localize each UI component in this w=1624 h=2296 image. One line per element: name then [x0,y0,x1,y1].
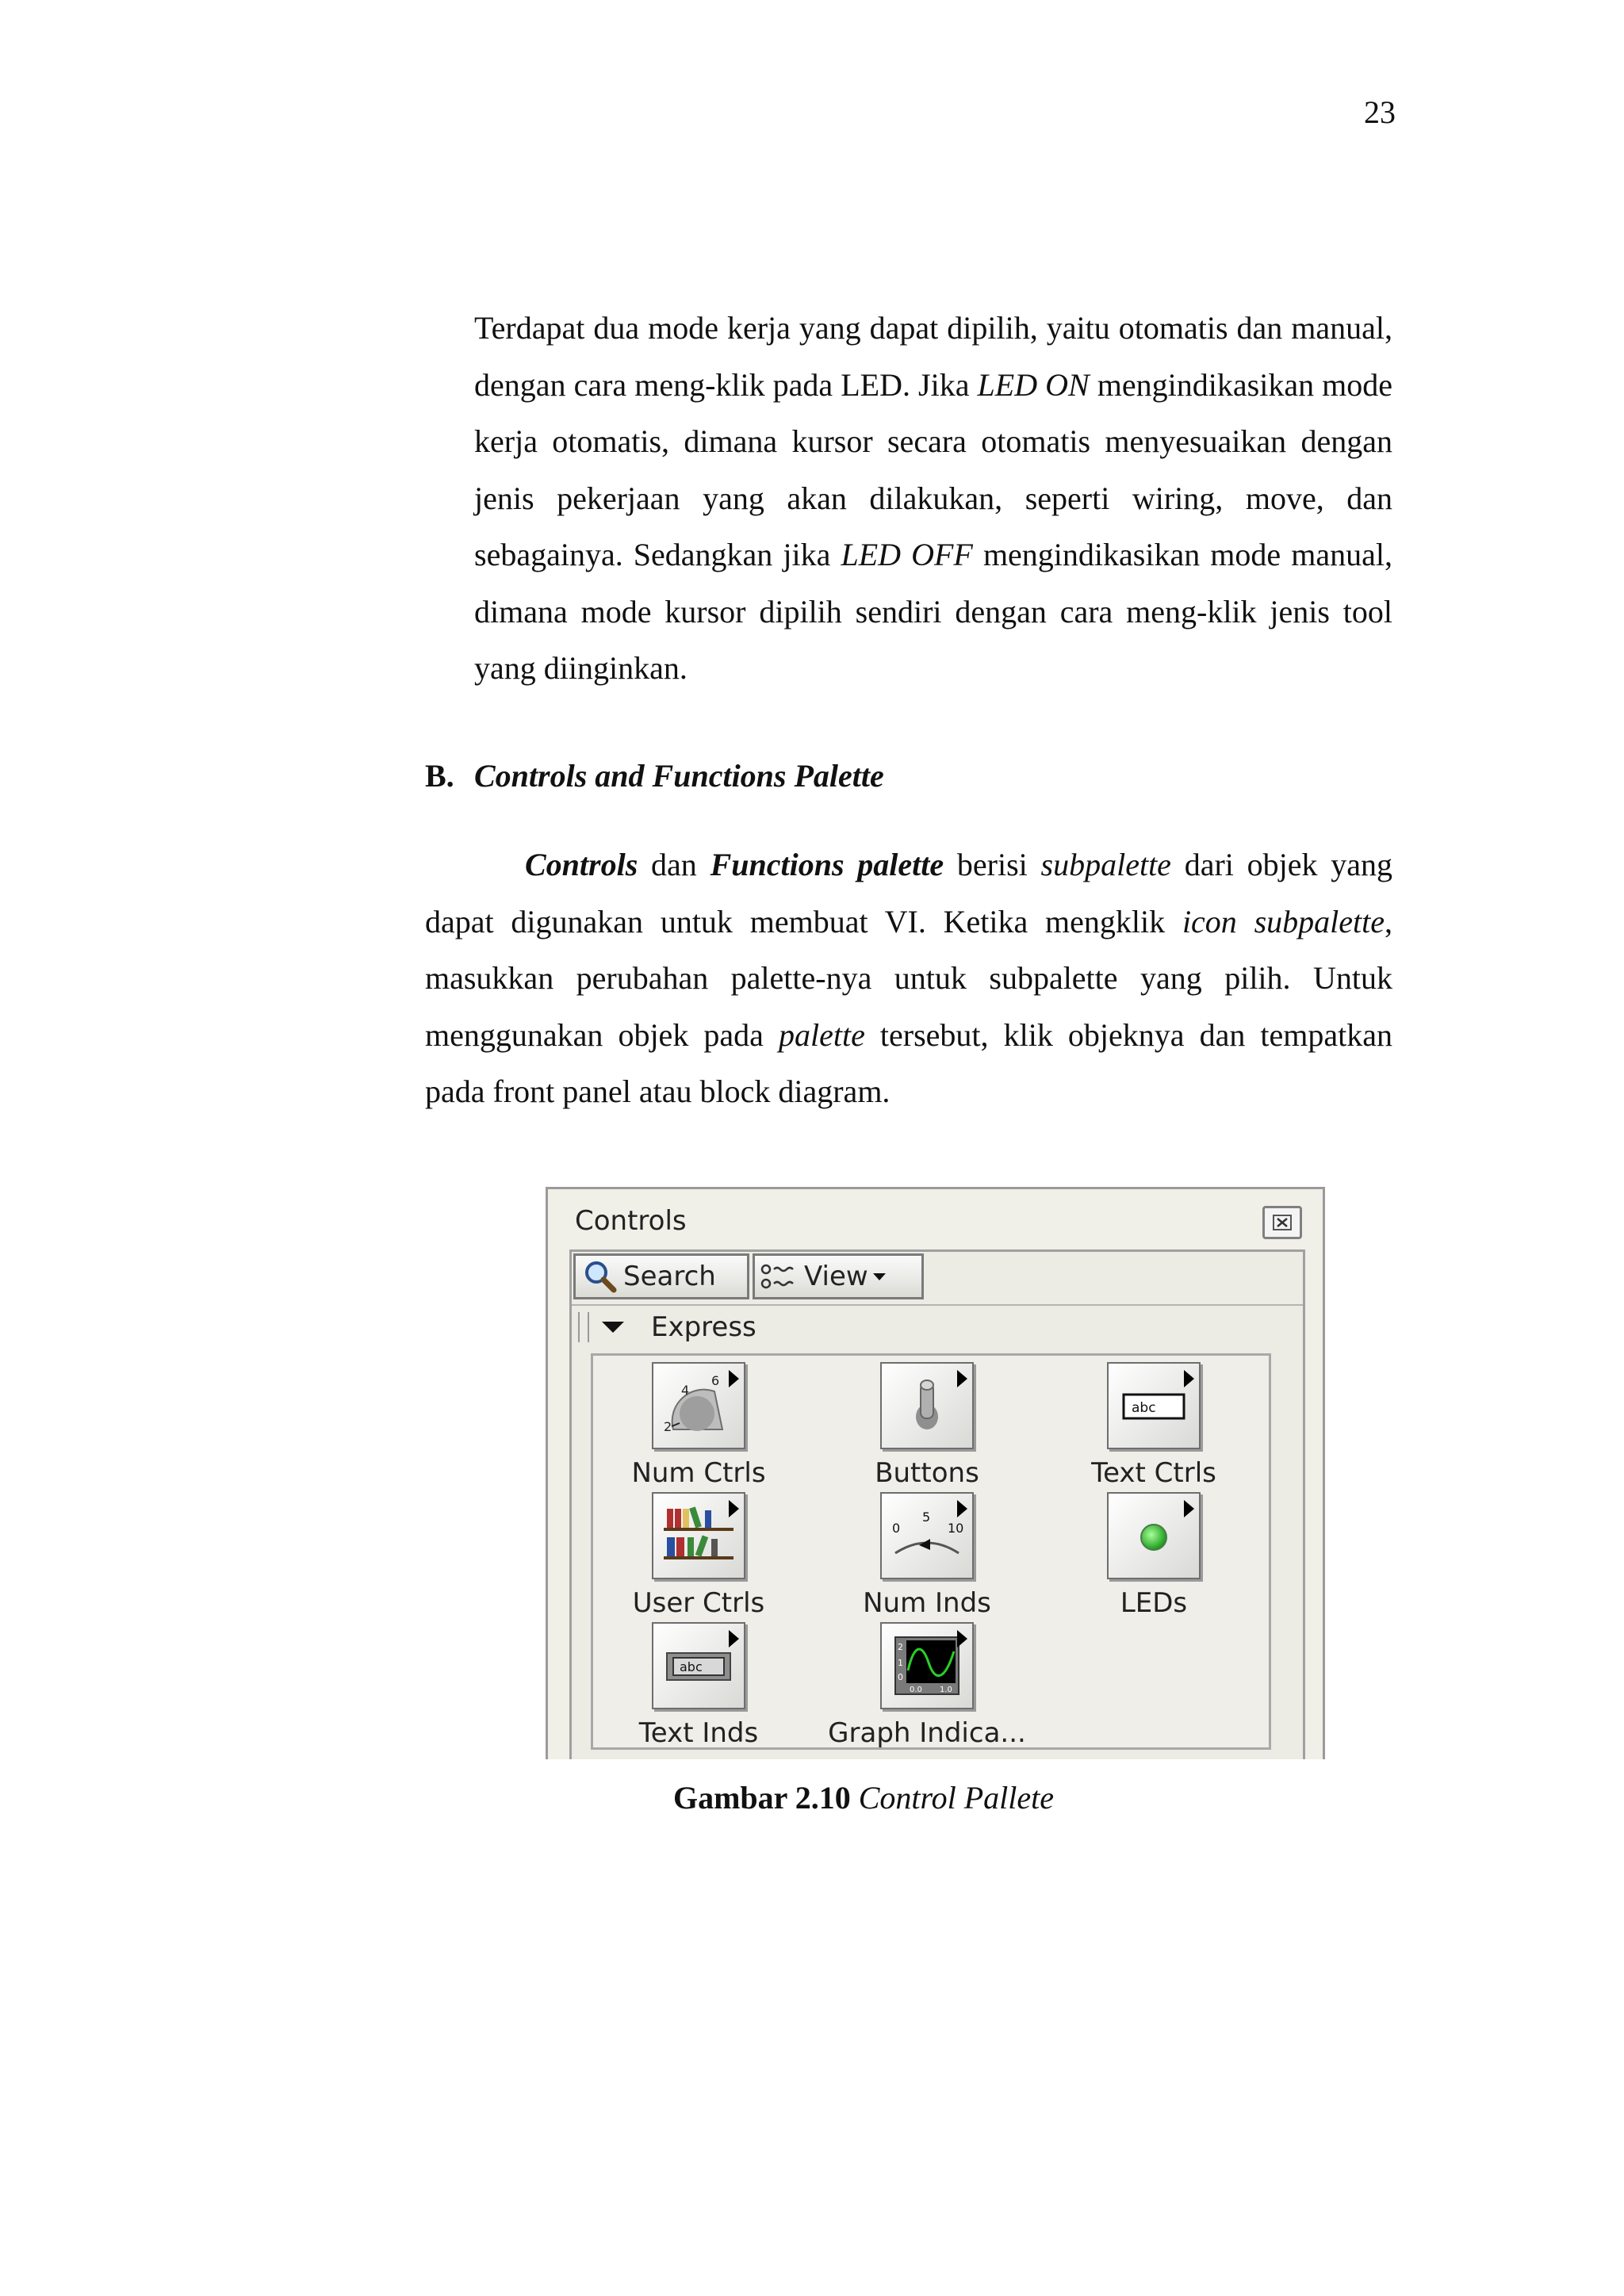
close-icon [1272,1214,1293,1231]
palette-item-buttons[interactable] [828,1362,1026,1489]
italic-term: LED ON [977,366,1090,403]
palette-body [569,1249,1305,1759]
palette-item-num-inds[interactable] [828,1492,1026,1619]
bold-term: Controls [525,847,638,882]
toolbar-divider [572,1304,1303,1306]
text-control-icon [1107,1362,1201,1449]
palette-title: Controls [575,1205,687,1237]
numeric-control-icon [652,1362,745,1449]
section-number: B. [425,758,454,794]
led-icon [1107,1492,1201,1579]
expand-triangle-icon [602,1322,624,1333]
text-span: mengindikasikan mode kerja otomatis, dimana kursor secara otomatis menyesuaikan dengan jenis pekerjaan yang akan dilakukan, seperti wiring, move, dan sebagainya. Sedangkan jika [474,366,1393,572]
category-label: Express [651,1311,756,1343]
palette-item-label: Num Inds [863,1587,991,1619]
controls-palette-window [546,1187,1325,1759]
svg-text:10: 10 [948,1521,964,1536]
grip-handle [578,1312,589,1342]
toggle-switch-icon [880,1362,974,1449]
chevron-down-icon [871,1271,887,1282]
palette-item-label: Text Inds [638,1717,759,1749]
text-span: Terdapat dua mode kerja yang dapat dipilih, yaitu otomatis dan manual, dengan cara meng-klik pada LED. Jika [474,310,1392,403]
svg-text:abc: abc [1132,1400,1156,1416]
paragraph-palette [425,836,1392,1120]
palette-item-label: User Ctrls [632,1587,765,1619]
view-list-icon [760,1261,799,1292]
text-span: dari objek yang dapat digunakan untuk membuat VI. Ketika mengklik [425,847,1393,939]
svg-text:4: 4 [681,1383,690,1398]
svg-text:0: 0 [898,1672,903,1682]
svg-text:abc: abc [680,1659,703,1674]
svg-text:2: 2 [898,1642,903,1652]
palette-item-text-ctrls[interactable] [1055,1362,1253,1489]
meter-icon [880,1492,974,1579]
text-span: tersebut, klik objeknya dan tempatkan pada front panel atau block diagram. [425,1016,1393,1109]
graph-icon [880,1622,974,1709]
palette-item-num-ctrls[interactable] [599,1362,798,1489]
svg-text:1.0: 1.0 [940,1686,952,1694]
palette-item-label: LEDs [1120,1587,1188,1619]
text-span: dan [638,847,710,882]
palette-item-label: Text Ctrls [1091,1457,1216,1489]
svg-text:6: 6 [711,1373,720,1388]
caption-label: Gambar 2.10 [673,1780,851,1816]
palette-item-leds[interactable] [1055,1492,1253,1619]
italic-term: LED OFF [841,537,973,572]
view-label: View [804,1261,868,1292]
text-span: berisi [944,847,1041,882]
figure-caption [0,1779,1624,1816]
svg-text:5: 5 [922,1510,931,1525]
caption-text: Control Pallete [858,1780,1054,1816]
italic-term: palette [778,1016,865,1053]
bold-term: Functions palette [710,847,944,882]
italic-term: icon subpalette [1182,903,1385,939]
section-title: Controls and Functions Palette [474,758,884,794]
bookshelf-icon [652,1492,745,1579]
category-express[interactable] [578,1307,756,1347]
svg-text:2: 2 [664,1419,672,1434]
express-subpalette-grid [591,1353,1271,1750]
svg-text:0: 0 [892,1521,901,1536]
search-icon [580,1259,619,1294]
text-span: , masukkan perubahan palette-nya untuk subpalette yang pilih. Untuk menggunakan objek pada [425,903,1393,1053]
palette-item-text-inds[interactable] [599,1622,798,1749]
text-span: mengindikasikan mode manual, dimana mode kursor dipilih sendiri dengan cara meng-klik jenis tool yang diinginkan. [474,537,1392,686]
page-number: 23 [1364,94,1396,130]
svg-text:1: 1 [898,1658,903,1668]
palette-item-graph-indicators[interactable] [828,1622,1026,1749]
text-indicator-icon [652,1622,745,1709]
svg-text:0.0: 0.0 [910,1686,922,1694]
palette-item-label: Graph Indica... [828,1717,1026,1749]
palette-item-label: Num Ctrls [631,1457,766,1489]
section-heading [425,757,884,794]
paragraph-led-mode [474,300,1392,697]
search-button[interactable] [573,1253,749,1299]
view-button[interactable] [753,1253,924,1299]
italic-term: subpalette [1040,847,1171,882]
palette-item-user-ctrls[interactable] [599,1492,798,1619]
close-button[interactable] [1262,1206,1302,1239]
search-label: Search [623,1261,716,1292]
palette-item-label: Buttons [875,1457,979,1489]
